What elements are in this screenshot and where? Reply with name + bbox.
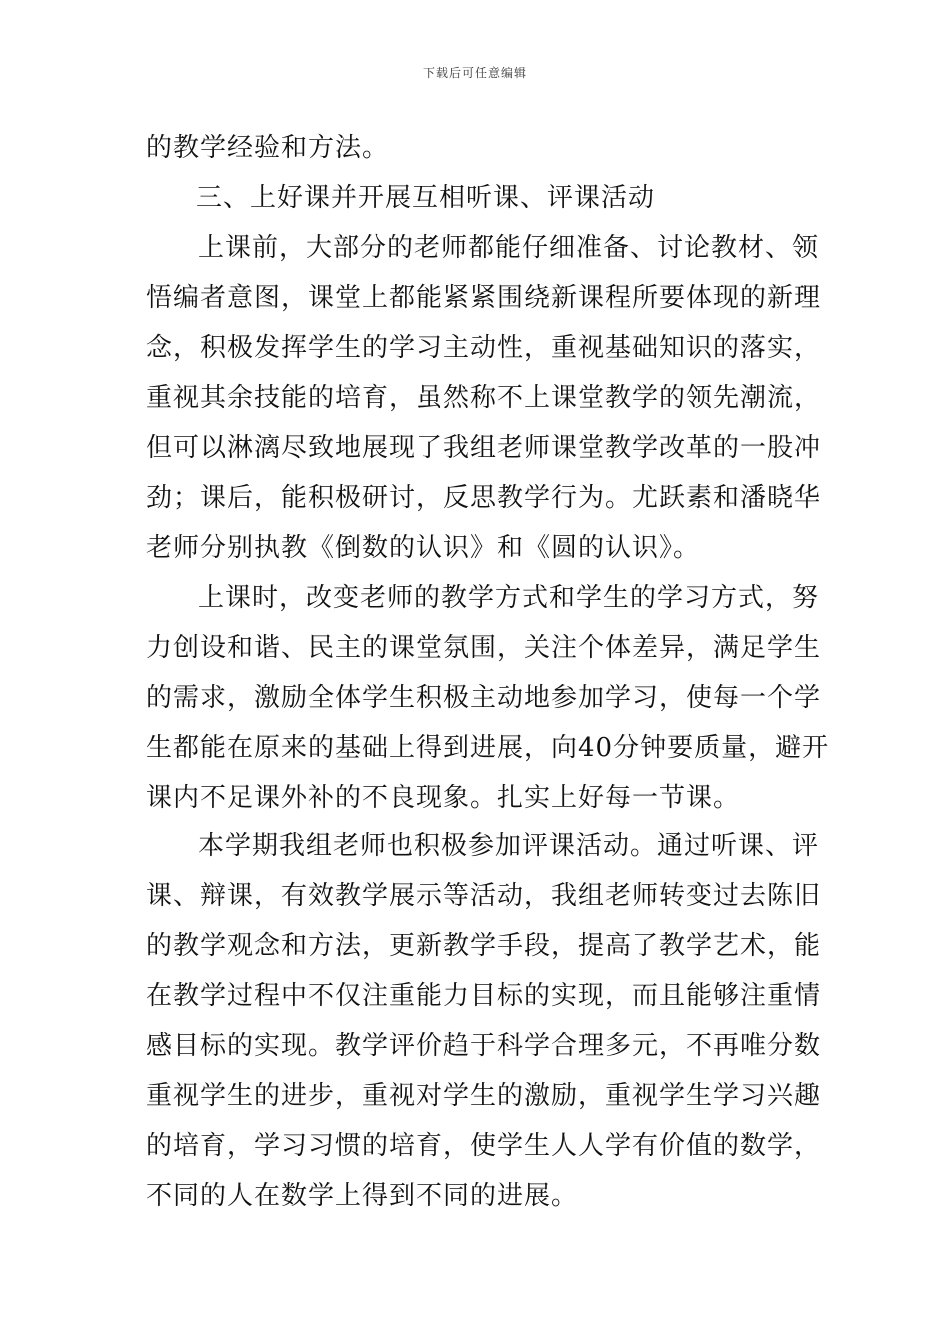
paragraph-line: 的教学经验和方法。 — [146, 133, 390, 163]
paragraph-line: 上课前，大部分的老师都能仔细准备、讨论教材、领 — [198, 233, 820, 263]
paragraph-line: 生都能在原来的基础上得到进展，向40分钟要质量，避开 — [146, 733, 830, 763]
paragraph-line: 课、辩课，有效教学展示等活动，我组老师转变过去陈旧 — [146, 881, 822, 911]
header-note: 下载后可任意编辑 — [422, 66, 527, 80]
paragraph-line: 重视学生的进步，重视对学生的激励，重视学生学习兴趣 — [146, 1081, 822, 1111]
paragraph-line: 重视其余技能的培育，虽然称不上课堂教学的领先潮流， — [146, 383, 822, 413]
paragraph-line: 的培育，学习习惯的培育，使学生人人学有价值的数学， — [146, 1131, 822, 1161]
paragraph-line: 感目标的实现。教学评价趋于科学合理多元，不再唯分数 — [146, 1031, 822, 1061]
section-heading: 三、上好课并开展互相听课、评课活动 — [196, 183, 656, 213]
paragraph-line: 念，积极发挥学生的学习主动性，重视基础知识的落实， — [146, 333, 822, 363]
paragraph-line: 本学期我组老师也积极参加评课活动。通过听课、评 — [198, 831, 820, 861]
paragraph-line: 的需求，激励全体学生积极主动地参加学习，使每一个学 — [146, 683, 822, 713]
paragraph-line: 力创设和谐、民主的课堂氛围，关注个体差异，满足学生 — [146, 633, 822, 663]
paragraph-line: 悟编者意图，课堂上都能紧紧围绕新课程所要体现的新理 — [146, 283, 822, 313]
paragraph-line: 在教学过程中不仅注重能力目标的实现，而且能够注重情 — [146, 981, 822, 1011]
paragraph-line: 不同的人在数学上得到不同的进展。 — [146, 1181, 579, 1211]
paragraph-line: 上课时，改变老师的教学方式和学生的学习方式，努 — [198, 583, 820, 613]
paragraph-line: 但可以淋漓尽致地展现了我组老师课堂教学改革的一股冲 — [146, 433, 822, 463]
paragraph-line: 课内不足课外补的不良现象。扎实上好每一节课。 — [146, 783, 741, 813]
paragraph-line: 老师分别执教《倒数的认识》和《圆的认识》。 — [146, 533, 701, 563]
paragraph-line: 的教学观念和方法，更新教学手段，提高了教学艺术，能 — [146, 931, 822, 961]
paragraph-line: 劲；课后，能积极研讨，反思教学行为。尤跃素和潘晓华 — [146, 483, 822, 513]
